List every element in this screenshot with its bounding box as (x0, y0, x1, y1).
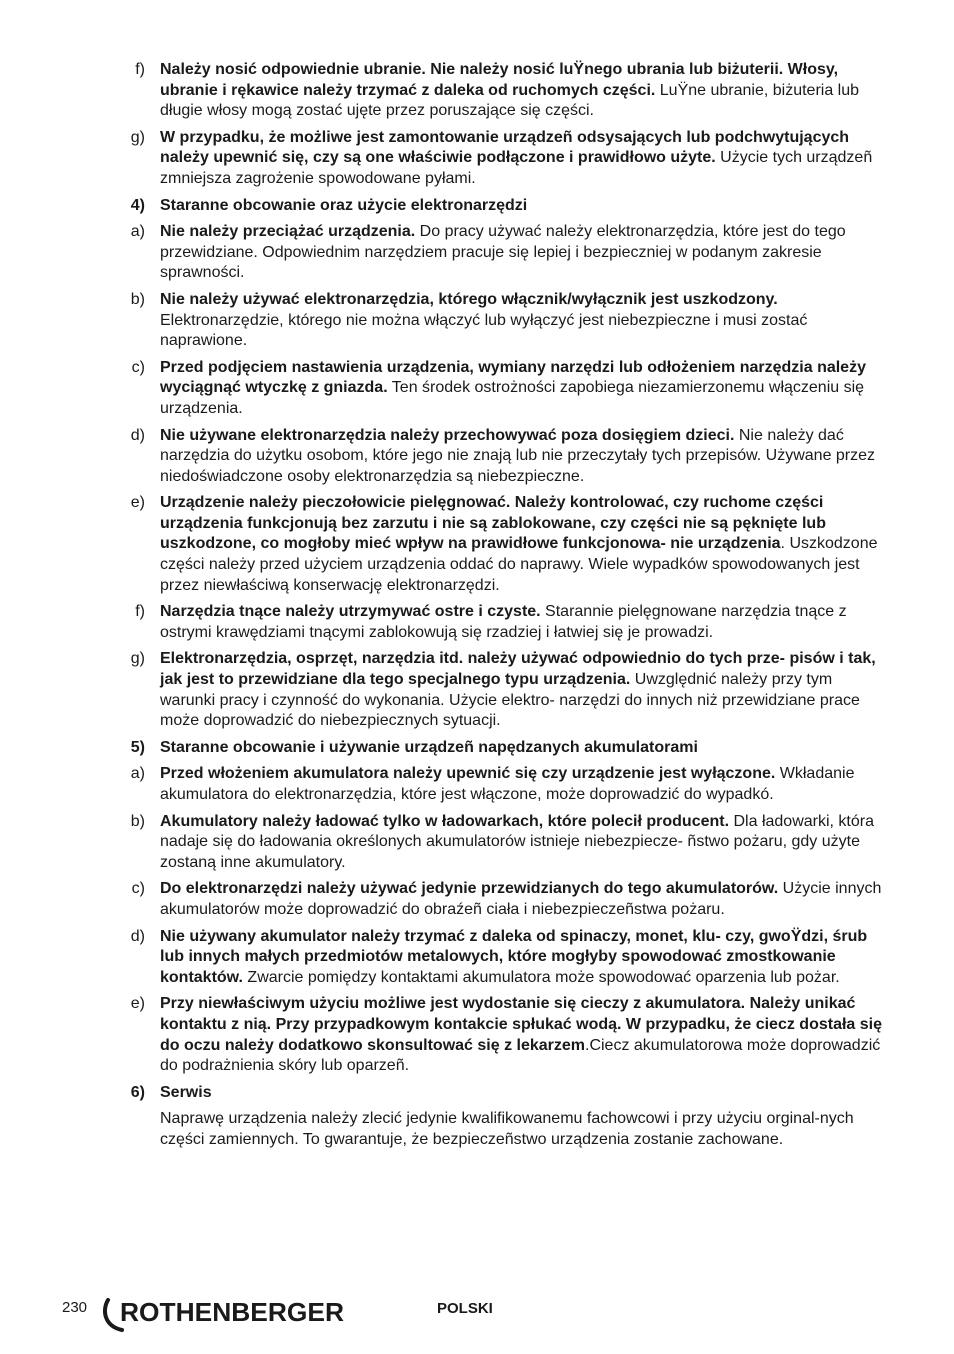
list-item (0, 60, 954, 122)
item-text (160, 927, 890, 989)
item-label: 4) (130, 196, 145, 214)
item-label: c) (131, 880, 145, 898)
item-bold-text: Akumulatory należy ładować tylko w ładowarkach, które polecił producent. (160, 812, 730, 830)
list-item (0, 994, 954, 1076)
item-label: 6) (130, 1083, 145, 1101)
list-item (0, 290, 954, 352)
section-title: Staranne obcowanie i używanie urządzeñ napędzanych akumulatorami (160, 738, 698, 756)
item-regular-text: Do pracy używać należy elektronarzędzia, które jest do tego przewidziane. Odpowiednim narzędziem pracuje się lepiej i bezpieczniej w podanym zakresie sprawności. (160, 223, 846, 282)
item-bold-text: Przed podjęciem nastawienia urządzenia, wymiany narzędzi lub odłożeniem narzędzia należy wyciągnąć wtyczkę z gniazda. (160, 358, 866, 397)
item-text (160, 222, 890, 284)
list-item (0, 128, 954, 190)
item-label: d) (130, 927, 145, 945)
item-bold-text: Do elektronarzędzi należy używać jedynie przewidzianych do tego akumulatorów. (160, 880, 779, 898)
list-item (0, 649, 954, 731)
section-heading (0, 196, 954, 217)
item-text (160, 128, 890, 190)
item-bold-text: W przypadku, że możliwe jest zamontowanie urządzeñ odsysających lub podchwytujących należy upewnić się, czy są one właściwie podłączone i prawidłowo użyte. (160, 128, 850, 167)
item-label: e) (130, 494, 145, 512)
item-label: g) (130, 128, 145, 146)
item-label: a) (130, 765, 145, 783)
item-regular-text: Starannie pielęgnowane narzędzia tnące z ostrymi krawędziami tnącymi zablokowują się rzadziej i łatwiej się je prowadzi. (160, 603, 847, 641)
item-label: b) (130, 290, 145, 308)
item-regular-text: Nie należy dać narzędzia do użytku osobom, które jego nie znają lub nie przeczytały tych przepisów. Używane przez niedoświadczone osoby elektronarzędzia są niebezpieczne. (160, 426, 876, 485)
item-regular-text: Użycie tych urządzeñ zmniejsza zagrożenie spowodowane pyłami. (160, 149, 873, 187)
list-item (0, 358, 954, 420)
page-footer (0, 1296, 954, 1336)
item-label: e) (130, 995, 145, 1013)
item-regular-text: Uwzględnić należy przy tym warunki pracy i czynność do wykonania. Użycie elektro- narzędzi do innych niż przewidziane prace może doprowadzić do niebezpiecznych sytuacji. (160, 671, 860, 730)
item-regular-text: Dla ładowarki, która nadaje się do ładowania określonych akumulatorów istnieje niebezpiecze- ñstwo pożaru, gdy użyte zostaną inne akumulatory. (160, 812, 874, 871)
list-item (0, 812, 954, 874)
item-text (160, 602, 890, 643)
item-text (160, 358, 890, 420)
item-bold-text: Elektronarzędzia, osprzęt, narzędzia itd. należy używać odpowiednio do tych prze- pisów i tak, jak jest to przewidziane dla tego specjalnego typu urządzenia. (160, 650, 876, 689)
item-label: b) (130, 812, 145, 830)
item-label: d) (130, 426, 145, 444)
item-bold-text: Nie używany akumulator należy trzymać z daleka od spinaczy, monet, klu- czy, gwoŸdzi, śrub lub innych małych przedmiotów metalowych, które mogłyby spowodować zmostkowanie kontaktów. (160, 927, 868, 986)
item-text (160, 812, 890, 874)
item-label: f) (135, 603, 145, 621)
document-body (0, 60, 954, 1151)
section-title: Serwis (160, 1083, 212, 1101)
item-label: a) (130, 223, 145, 241)
list-item (0, 222, 954, 284)
item-regular-text: .Ciecz akumulatorowa może doprowadzić do podrażnienia skóry lub oparzeñ. (160, 1036, 881, 1075)
item-bold-text: Nie używane elektronarzędzia należy przechowywać poza dosięgiem dzieci. (160, 426, 735, 444)
item-label: g) (130, 650, 145, 668)
item-bold-text: Urządzenie należy pieczołowicie pielęgnować. Należy kontrolować, czy ruchome części urządzenia funkcjonują bez zarzutu i nie są zablokowane, czy części nie są pęknięte lub uszkodzone, co mogłoby mieć wpływ na prawidłowe funkcjonowa- nie urządzenia (160, 494, 826, 553)
item-label: f) (135, 61, 145, 78)
list-item (0, 927, 954, 989)
item-regular-text: Użycie innych akumulatorów może doprowadzić do obraźeñ ciała i niebezpieczeñstwa pożaru. (160, 880, 882, 918)
item-text (160, 493, 890, 596)
section-heading (0, 1083, 954, 1104)
item-text (160, 60, 890, 122)
item-text (160, 290, 890, 352)
item-regular-text: Elektronarzędzie, którego nie można włączyć lub wyłączyć jest niebezpieczne i musi zostać naprawione. (160, 311, 808, 350)
list-item (0, 879, 954, 920)
item-text (160, 764, 890, 805)
paragraph-text: Naprawę urządzenia należy zlecić jedynie kwalifikowanemu fachowcowi i przy użyciu orginal-nych części zamiennych. To gwarantuje, że bezpieczeñstwo urządzenia zostanie zachowane. (160, 1110, 854, 1148)
list-item (0, 426, 954, 488)
list-item (0, 764, 954, 805)
item-bold-text: Nie należy przeciążać urządzenia. (160, 223, 416, 241)
item-regular-text: LuŸne ubranie, biżuteria lub długie włosy mogą zostać ujęte przez poruszające się części. (160, 81, 860, 120)
item-regular-text: . Uszkodzone części należy przed użyciem urządzenia oddać do naprawy. Wiele wypadków spowodowanych jest przez niewłaściwą konserwację elektronarzędzi. (160, 535, 878, 594)
language-label: POLSKI (437, 1300, 493, 1317)
item-text (160, 649, 890, 731)
item-bold-text: Należy nosić odpowiednie ubranie. Nie należy nosić luŸnego ubrania lub biżuterii. Włosy, ubranie i rękawice należy trzymać z daleka od ruchomych części. (160, 61, 839, 99)
section-title: Staranne obcowanie oraz użycie elektronarzędzi (160, 196, 528, 214)
item-text (160, 426, 890, 488)
item-bold-text: Narzędzia tnące należy utrzymywać ostre i czyste. (160, 603, 541, 621)
item-label: c) (131, 358, 145, 376)
item-text (160, 879, 890, 920)
list-item (0, 493, 954, 596)
item-regular-text: Zwarcie pomiędzy kontaktami akumulatora może spowodować oparzenia lub pożar. (242, 968, 840, 986)
page-number: 230 (62, 1299, 88, 1316)
item-bold-text: Nie należy używać elektronarzędzia, którego włącznik/wyłącznik jest uszkodzony. (160, 290, 778, 308)
item-regular-text: Wkładanie akumulatora do elektronarzędzia, które jest włączone, może doprowadzić do wypadkó. (160, 765, 855, 803)
rothenberger-logo (100, 1296, 350, 1334)
item-bold-text: Przed włożeniem akumulatora należy upewnić się czy urządzenie jest wyłączone. (160, 765, 776, 783)
item-bold-text: Przy niewłaściwym użyciu możliwe jest wydostanie się cieczy z akumulatora. Należy unikać kontaktu z nią. Przy przypadkowym kontakcie spłukać wodą. W przypadku, że ciecz dostała się do oczu należy dodatkowo skonsultować się z lekarzem (160, 995, 882, 1054)
section-heading (0, 738, 954, 759)
item-text (160, 994, 890, 1076)
list-item (0, 602, 954, 643)
item-label: 5) (130, 738, 145, 756)
item-regular-text: Ten środek ostrożności zapobiega niezamierzonemu włączeniu się urządzenia. (160, 379, 865, 417)
brand-logo-text: ROTHENBERGER (120, 1297, 345, 1327)
